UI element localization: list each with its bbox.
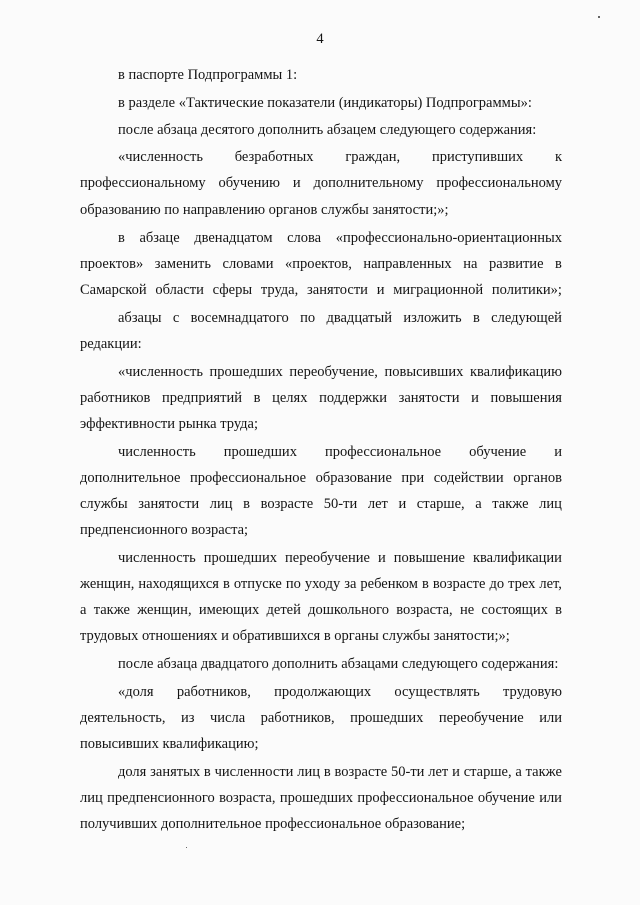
text-line: предпенсионного возраста; <box>80 522 249 538</box>
scan-speck <box>186 847 187 848</box>
text-line: лиц предпенсионного возраста, прошедших профессиональное обучение или <box>80 790 562 806</box>
text-line: получивших дополнительное профессиональное образование; <box>80 816 466 832</box>
text-line: «численность прошедших переобучение, повысивших квалификацию <box>118 364 562 380</box>
text-line: работников предприятий в целях поддержки занятости и повышения <box>80 390 562 406</box>
text-line: эффективности рынка труда; <box>80 416 258 432</box>
text-line: повысивших квалификацию; <box>80 736 259 752</box>
text-line: службы занятости лиц в возрасте 50-ти лет и старше, а также лиц <box>80 496 562 512</box>
text-line: абзацы с восемнадцатого по двадцатый изложить в следующей <box>118 310 562 326</box>
text-line: доля занятых в численности лиц в возрасте 50-ти лет и старше, а также <box>118 764 562 780</box>
text-line: а также женщин, имеющих детей дошкольного возраста, не состоящих в <box>80 602 562 618</box>
text-line: в разделе «Тактические показатели (индикаторы) Подпрограммы»: <box>118 95 532 111</box>
text-line: в абзаце двенадцатом слова «профессионально-ориентационных <box>118 230 562 246</box>
text-line: женщин, находящихся в отпуске по уходу за ребенком в возрасте до трех лет, <box>80 576 562 592</box>
text-line: численность прошедших переобучение и повышение квалификации <box>118 550 562 566</box>
text-line: Самарской области сферы труда, занятости и миграционной политики»; <box>80 282 562 298</box>
text-line: редакции: <box>80 336 142 352</box>
scan-speck <box>598 16 600 18</box>
text-line: после абзаца двадцатого дополнить абзацами следующего содержания: <box>118 656 559 672</box>
text-line: в паспорте Подпрограммы 1: <box>118 67 298 83</box>
text-line: дополнительное профессиональное образование при содействии органов <box>80 470 562 486</box>
text-line: образованию по направлению органов службы занятости;»; <box>80 202 449 218</box>
text-line: «доля работников, продолжающих осуществлять трудовую <box>118 684 562 700</box>
text-line: «численность безработных граждан, приступивших к <box>118 149 562 165</box>
text-line: после абзаца десятого дополнить абзацем следующего содержания: <box>118 122 537 138</box>
page-number: 4 <box>316 31 324 47</box>
text-line: проектов» заменить словами «проектов, направленных на развитие в <box>80 256 562 272</box>
text-line: численность прошедших профессиональное обучение и <box>118 444 562 460</box>
text-line: профессиональному обучению и дополнительному профессиональному <box>80 175 562 191</box>
text-line: трудовых отношениях и обратившихся в органы службы занятости;»; <box>80 628 510 644</box>
text-line: деятельность, из числа работников, прошедших переобучение или <box>80 710 562 726</box>
